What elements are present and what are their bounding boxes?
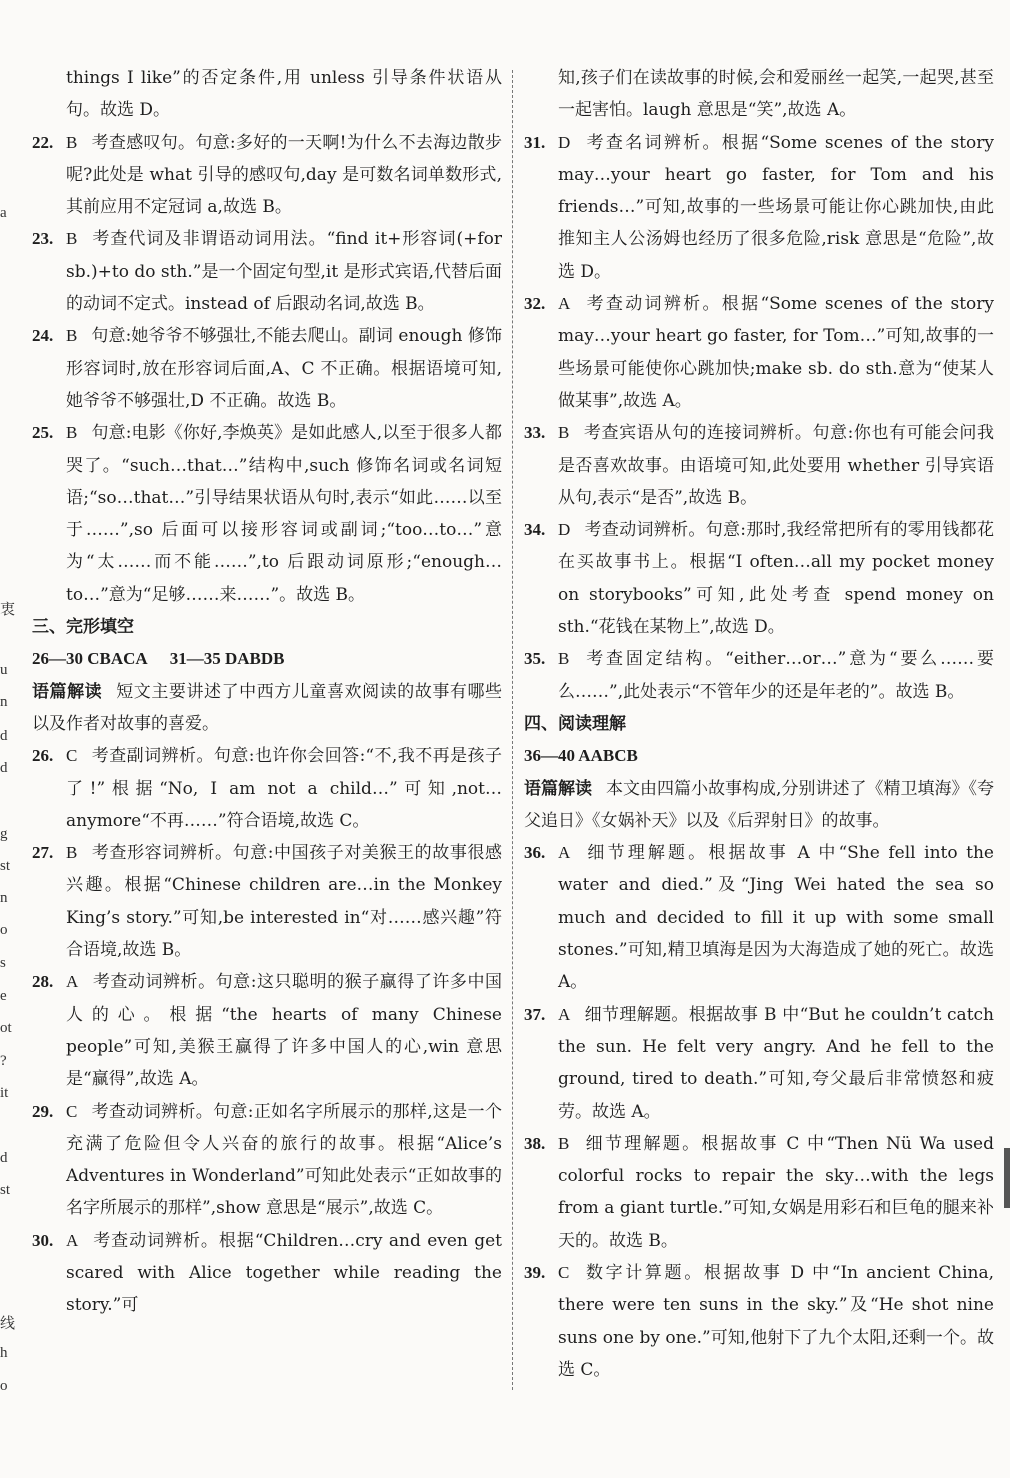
question-number: 37. xyxy=(524,1004,546,1024)
answer-letter: A xyxy=(66,1230,79,1250)
answer-letter: B xyxy=(558,423,570,443)
answer-explanation-item xyxy=(32,417,502,611)
column-divider xyxy=(512,70,513,1390)
answer-group: 36—40 AABCB xyxy=(524,746,638,766)
question-number: 28. xyxy=(32,972,54,992)
explanation-text: 考查形容词辨析。句意:中国孩子对美猴王的故事很感兴趣。根据“Chinese children are…in the Monkey King’s story.”可知,be interested in“对……感兴趣”符合语境,故选 B。 xyxy=(66,843,502,961)
answer-letter: B xyxy=(66,326,78,346)
answer-explanation-item xyxy=(524,514,994,643)
margin-fragment: o xyxy=(0,922,8,938)
question-number: 31. xyxy=(524,132,546,152)
margin-fragment: ot xyxy=(0,1020,12,1036)
question-number: 26. xyxy=(32,746,54,766)
answer-explanation-item xyxy=(32,1225,502,1322)
answer-explanation-item xyxy=(524,417,994,514)
answer-explanation-item xyxy=(32,740,502,837)
explanation-text: 数字计算题。根据故事 D 中“In ancient China, there were ten suns in the sky.”及“He shot nine suns one by one.”可知,他射下了九个太阳,还剩一个。故选 C。 xyxy=(558,1262,994,1380)
explanation-text: 细节理解题。根据故事 B 中“But he couldn’t catch the sun. He felt very angry. And he fell to the ground, tired to death.”可知,夸父最后非常愤怒和疲劳。故选 A。 xyxy=(558,1004,994,1122)
question-number: 25. xyxy=(32,423,54,443)
question-number: 36. xyxy=(524,843,546,863)
margin-fragment: d xyxy=(0,728,8,744)
question-number: 23. xyxy=(32,229,54,249)
answer-letter: C xyxy=(558,1262,570,1282)
question-number: 24. xyxy=(32,326,54,346)
passage-summary xyxy=(524,773,994,838)
explanation-text: 句意:电影《你好,李焕英》是如此感人,以至于很多人都哭了。“such…that…”结构中,such 修饰名词或名词短语;“so…that…”引导结果状语从句时,表示“如此……以至于……”,so 后面可以接形容词或副词;“too…to…”意为“太……而不能……”,to 后跟动词原形;“enough…to…”意为“足够……来……”。故选 B。 xyxy=(66,423,502,605)
answer-explanation-item xyxy=(32,966,502,1095)
answer-letter: B xyxy=(66,132,78,152)
margin-fragment: st xyxy=(0,858,11,874)
answer-explanation-item xyxy=(32,320,502,417)
question-number: 34. xyxy=(524,520,546,540)
answer-explanation-item xyxy=(524,837,994,998)
margin-fragment: a xyxy=(0,205,7,221)
margin-fragment: o xyxy=(0,1378,8,1394)
explanation-text: 考查感叹句。句意:多好的一天啊!为什么不去海边散步呢?此处是 what 引导的感叹句,day 是可数名词单数形式,其前应用不定冠词 a,故选 B。 xyxy=(66,132,502,218)
question-number: 33. xyxy=(524,423,546,443)
answer-explanation-item xyxy=(524,288,994,417)
continued-explanation: things I like”的否定条件,用 unless 引导条件状语从句。故选 D。 xyxy=(66,68,502,121)
explanation-text: 细节理解题。根据故事 C 中“Then Nü Wa used colorful rocks to repair the sky…with the legs from a giant turtle.”可知,女娲是用彩石和巨龟的腿来补天的。故选 B。 xyxy=(558,1133,994,1251)
answer-explanation-item xyxy=(32,127,502,224)
left-column xyxy=(32,62,502,1322)
answer-letter: A xyxy=(558,843,571,863)
explanation-text: 考查动词辨析。根据“Children…cry and even get scared with Alice together while reading the story.”可 xyxy=(66,1230,502,1316)
page-edge-tab xyxy=(1004,1148,1010,1208)
explanation-text: 考查宾语从句的连接词辨析。句意:你也有可能会问我是否喜欢故事。由语境可知,此处要用 whether 引导宾语从句,表示“是否”,故选 B。 xyxy=(558,423,994,508)
explanation-text: 考查代词及非谓语动词用法。“find it+形容词(+for sb.)+to do sth.”是一个固定句型,it 是形式宾语,代替后面的动词不定式。instead of 后跟动名词,故选 B。 xyxy=(66,229,502,315)
answer-letter: D xyxy=(558,520,571,540)
passage-summary-text: 本文由四篇小故事构成,分别讲述了《精卫填海》《夸父追日》《女娲补天》以及《后羿射日》的故事。 xyxy=(524,778,994,831)
answer-letter: B xyxy=(66,423,78,443)
passage-summary-label: 语篇解读 xyxy=(524,778,593,799)
answer-explanation-item xyxy=(32,837,502,966)
margin-fragment: n xyxy=(0,694,8,710)
answer-group: 31—35 DABDB xyxy=(169,649,285,669)
continued-explanation: 知,孩子们在读故事的时候,会和爱丽丝一起笑,一起哭,甚至一起害怕。laugh 意思是“笑”,故选 A。 xyxy=(558,68,994,121)
answer-key-cloze xyxy=(32,643,502,675)
question-number: 38. xyxy=(524,1133,546,1153)
answer-key-reading xyxy=(524,740,994,772)
answer-letter: A xyxy=(558,1004,571,1024)
answer-letter: A xyxy=(558,294,571,314)
answer-letter: C xyxy=(66,746,78,766)
section-title-cloze: 三、完形填空 xyxy=(32,617,134,638)
explanation-text: 细节理解题。根据故事 A 中“She fell into the water and died.”及“Jing Wei hated the sea so much and decided to fill it up with some small stones.”可知,精卫填海是因为大海造成了她的死亡。故选 A。 xyxy=(558,843,994,993)
answer-group: 26—30 CBACA xyxy=(32,649,148,669)
explanation-text: 句意:她爷爷不够强壮,不能去爬山。副词 enough 修饰形容词时,放在形容词后面,A、C 不正确。根据语境可知,她爷爷不够强壮,D 不正确。故选 B。 xyxy=(66,326,502,411)
answer-explanation-item xyxy=(524,1257,994,1386)
question-number: 30. xyxy=(32,1230,54,1250)
margin-fragment: st xyxy=(0,1182,11,1198)
answer-explanation-item xyxy=(524,999,994,1128)
margin-fragment: d xyxy=(0,1150,8,1166)
explanation-text: 考查动词辨析。句意:那时,我经常把所有的零用钱都花在买故事书上。根据“I often…all my pocket money on storybooks”可知,此处考查 spend money on sth.“花钱在某物上”,故选 D。 xyxy=(558,520,994,638)
answer-letter: B xyxy=(66,843,78,863)
question-number: 35. xyxy=(524,649,546,669)
margin-fragment: d xyxy=(0,760,8,776)
answer-letter: B xyxy=(558,649,570,669)
explanation-text: 考查动词辨析。根据“Some scenes of the story may…your heart go faster, for Tom…”可知,故事的一些场景可能使你心跳加快;make sb. do sth.意为“使某人做某事”,故选 A。 xyxy=(558,294,994,411)
answer-letter: B xyxy=(66,229,78,249)
margin-fragment: 衷 xyxy=(0,602,16,618)
passage-summary-label: 语篇解读 xyxy=(32,681,103,702)
answer-explanation-item xyxy=(32,1096,502,1225)
passage-summary xyxy=(32,676,502,741)
margin-fragment: e xyxy=(0,988,7,1004)
explanation-text: 考查动词辨析。句意:正如名字所展示的那样,这是一个充满了危险但令人兴奋的旅行的故事。根据“Alice’s Adventures in Wonderland”可知此处表示“正如故事的名字所展示的那样”,show 意思是“展示”,故选 C。 xyxy=(66,1101,502,1219)
margin-fragment: g xyxy=(0,826,8,842)
right-column xyxy=(524,62,994,1386)
question-number: 22. xyxy=(32,132,54,152)
answer-letter: D xyxy=(558,132,571,152)
left-margin-cropped-text xyxy=(0,0,22,1478)
answer-explanation-item xyxy=(32,223,502,320)
answer-letter: C xyxy=(66,1101,78,1121)
margin-fragment: u xyxy=(0,662,8,678)
margin-fragment: h xyxy=(0,1345,8,1361)
question-number: 27. xyxy=(32,843,54,863)
question-number: 39. xyxy=(524,1262,546,1282)
section-title-reading: 四、阅读理解 xyxy=(524,713,626,734)
question-number: 29. xyxy=(32,1101,54,1121)
question-number: 32. xyxy=(524,294,546,314)
passage-summary-text: 短文主要讲述了中西方儿童喜欢阅读的故事有哪些以及作者对故事的喜爱。 xyxy=(32,681,503,734)
answer-letter: A xyxy=(66,972,79,992)
margin-fragment: ? xyxy=(0,1053,7,1069)
answer-explanation-item xyxy=(524,127,994,288)
margin-fragment: n xyxy=(0,890,8,906)
margin-fragment: it xyxy=(0,1085,9,1101)
explanation-text: 考查副词辨析。句意:也许你会回答:“不,我不再是孩子了!”根据“No, I am not a child…”可知,not…anymore“不再……”符合语境,故选 C。 xyxy=(66,746,502,831)
explanation-text: 考查名词辨析。根据“Some scenes of the story may…your heart go faster, for Tom and his friends…”可知,故事的一些场景可能让你心跳加快,由此推知主人公汤姆也经历了很多危险,risk 意思是“危险”,故选 D。 xyxy=(558,132,994,282)
answer-explanation-item xyxy=(524,1128,994,1257)
explanation-text: 考查固定结构。“either…or…”意为“要么……要么……”,此处表示“不管年少的还是年老的”。故选 B。 xyxy=(558,649,994,702)
explanation-text: 考查动词辨析。句意:这只聪明的猴子赢得了许多中国人的心。根据“the hearts of many Chinese people”可知,美猴王赢得了许多中国人的心,win 意思是“赢得”,故选 A。 xyxy=(66,972,502,1090)
answer-letter: B xyxy=(558,1133,570,1153)
answer-explanation-item xyxy=(524,643,994,708)
margin-fragment: s xyxy=(0,955,6,971)
margin-fragment: 线 xyxy=(0,1316,16,1332)
